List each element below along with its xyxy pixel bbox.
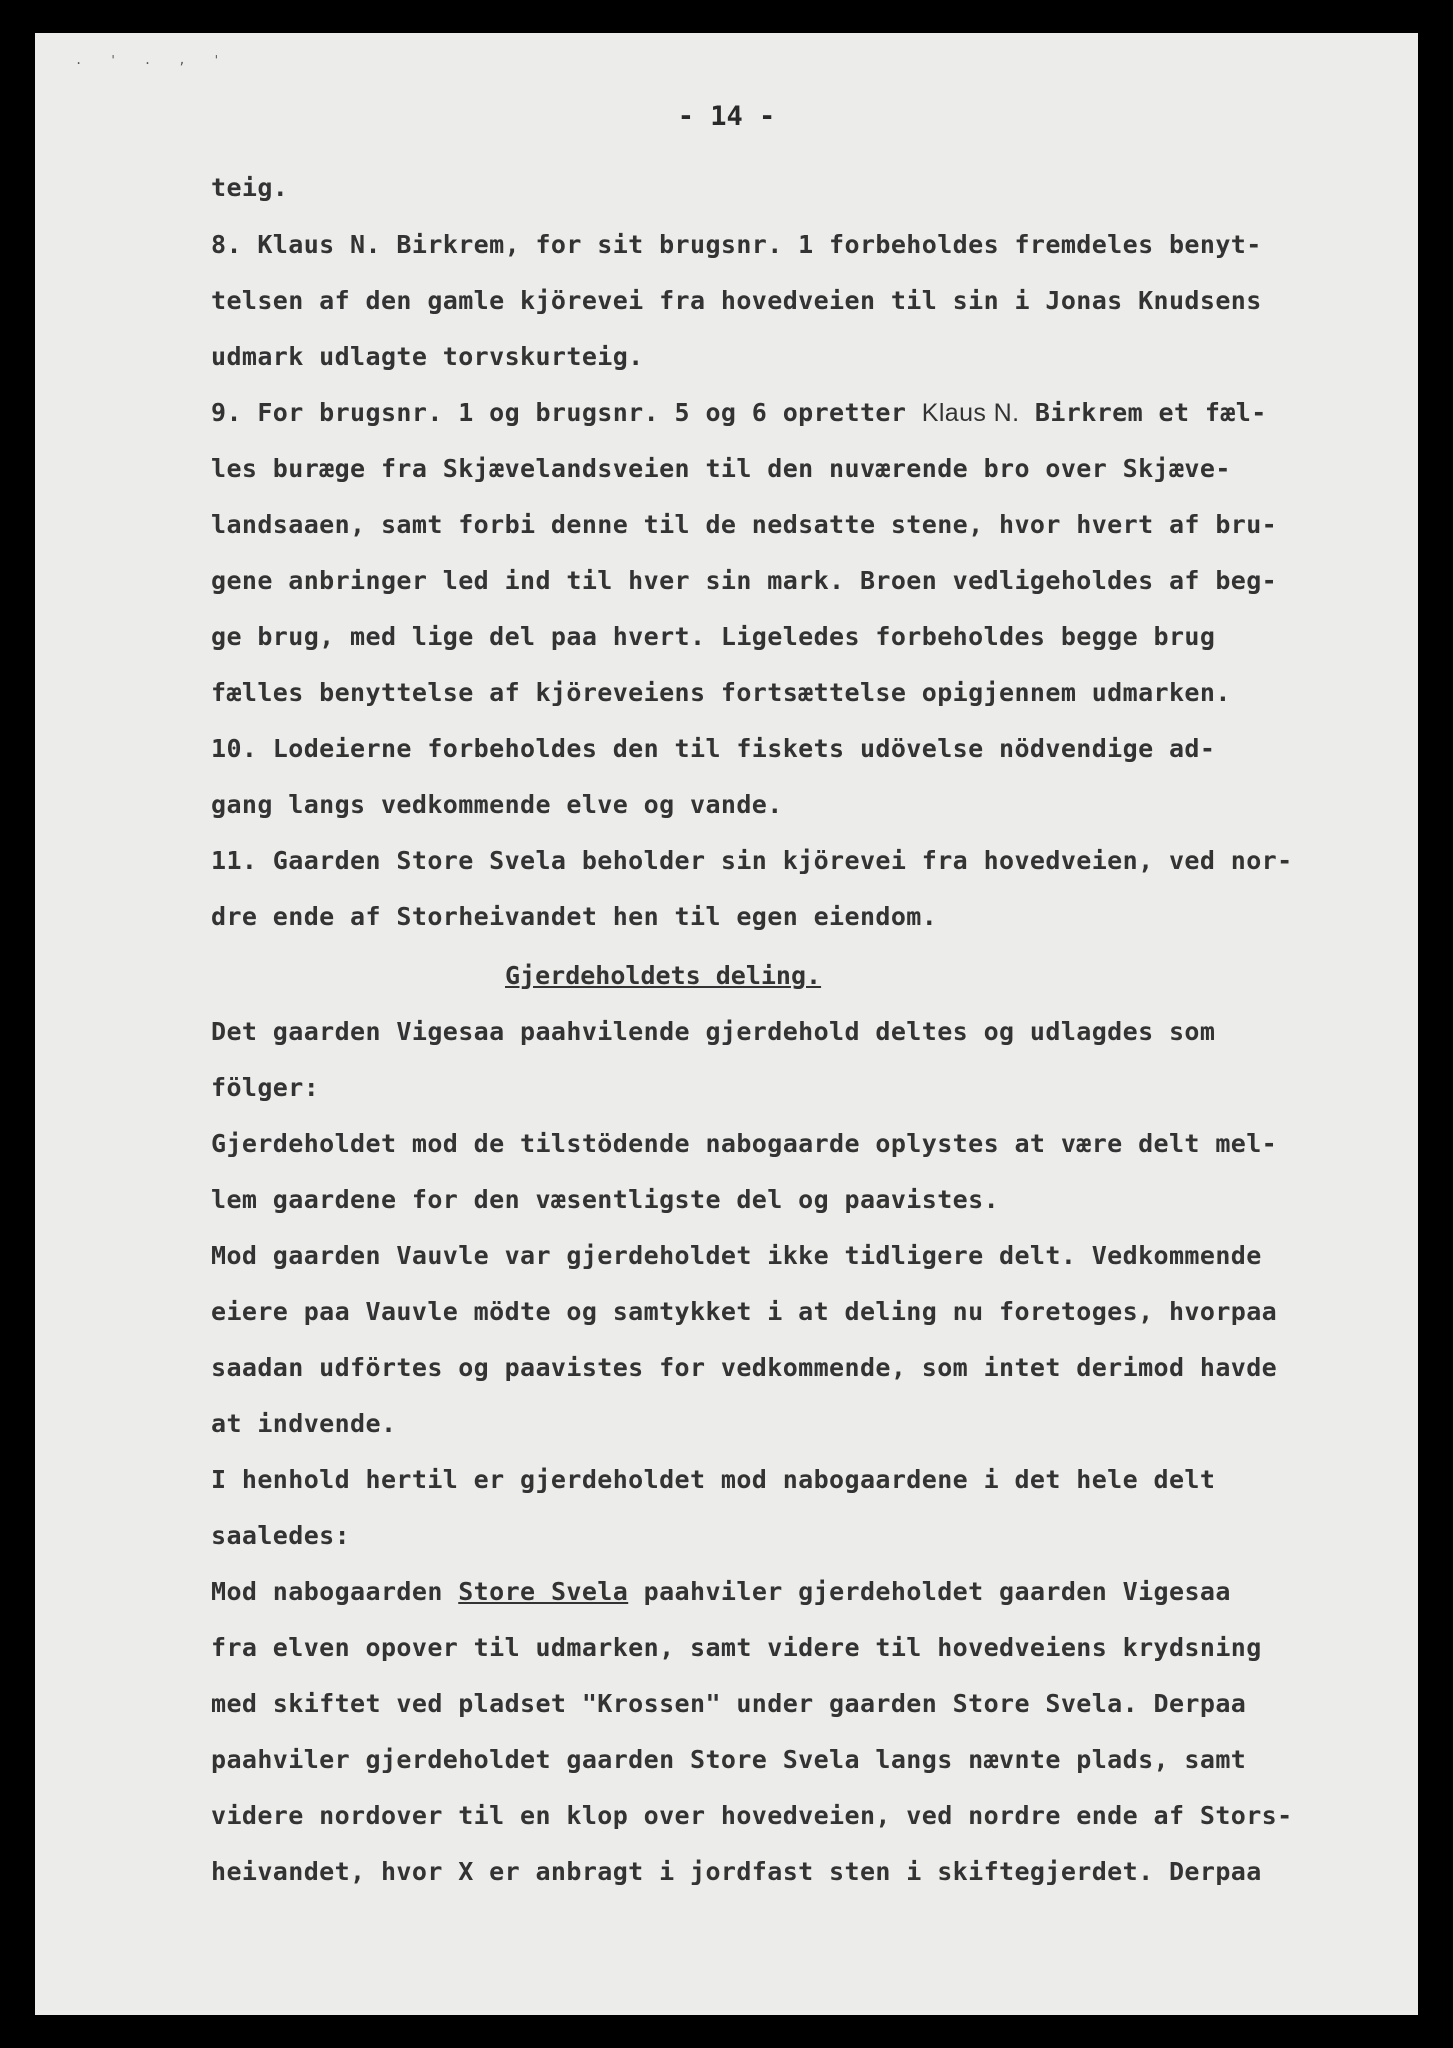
text-line: Gjerdeholdet mod de tilstödende nabogaarde oplystes at være delt mel- [211, 1129, 1278, 1158]
text-line: telsen af den gamle kjörevei fra hovedveien til sin i Jonas Knudsens [211, 286, 1262, 315]
text-line: paahviler gjerdeholdet gaarden Store Svela langs nævnte plads, samt [211, 1745, 1247, 1774]
text-line: udmark udlagte torvskurteig. [211, 342, 644, 371]
section-heading: Gjerdeholdets deling. [505, 961, 822, 990]
text-line: videre nordover til en klop over hovedveien, ved nordre ende af Stors- [211, 1801, 1293, 1830]
text-line: saaledes: [211, 1521, 351, 1550]
text-line: Det gaarden Vigesaa paahvilende gjerdehold deltes og udlagdes som [211, 1017, 1216, 1046]
text-line: ge brug, med lige del paa hvert. Ligeledes forbeholdes begge brug [211, 622, 1216, 651]
text-line: teig. [211, 173, 289, 202]
text-line: gene anbringer led ind til hver sin mark. Broen vedligeholdes af beg- [211, 566, 1278, 595]
text-line: heivandet, hvor X er anbragt i jordfast sten i skiftegjerdet. Derpaa [211, 1857, 1262, 1886]
text-line: 10. Lodeierne forbeholdes den til fiskets udövelse nödvendige ad- [211, 734, 1216, 763]
text-line: les buræge fra Skjævelandsveien til den nuværende bro over Skjæve- [211, 454, 1231, 483]
text-line: I henhold hertil er gjerdeholdet mod nabogaardene i det hele delt [211, 1465, 1216, 1494]
text-line: dre ende af Storheivandet hen til egen eiendom. [211, 902, 938, 931]
text-line: at indvende. [211, 1409, 397, 1438]
text-line: gang langs vedkommende elve og vande. [211, 790, 783, 819]
handwritten-insert: Klaus N. [921, 399, 1020, 427]
text-line: Mod gaarden Vauvle var gjerdeholdet ikke tidligere delt. Vedkommende [211, 1241, 1262, 1270]
text-segment: 9. For brugsnr. 1 og brugsnr. 5 og 6 opretter [211, 398, 907, 427]
text-line: saadan udförtes og paavistes for vedkommende, som intet derimod havde [211, 1353, 1278, 1382]
text-line: eiere paa Vauvle mödte og samtykket i at deling nu foretoges, hvorpaa [211, 1297, 1278, 1326]
text-line-mod [211, 1577, 1231, 1606]
underlined-name: Store Svela [458, 1577, 629, 1606]
paper-specks: . ' . , ' [75, 53, 231, 67]
text-line: fölger: [211, 1073, 320, 1102]
text-segment: Mod nabogaarden [211, 1577, 443, 1606]
text-line: landsaaen, samt forbi denne til de nedsatte stene, hvor hvert af bru- [211, 510, 1278, 539]
document-page [35, 33, 1418, 2015]
text-line: 11. Gaarden Store Svela beholder sin kjörevei fra hovedveien, ved nor- [211, 846, 1293, 875]
text-segment: paahviler gjerdeholdet gaarden Vigesaa [643, 1577, 1231, 1606]
text-line-9 [211, 398, 1267, 428]
text-line: med skiftet ved pladset "Krossen" under gaarden Store Svela. Derpaa [211, 1689, 1247, 1718]
text-line: fra elven opover til udmarken, samt videre til hovedveiens krydsning [211, 1633, 1262, 1662]
text-segment: Birkrem et fæl- [1034, 398, 1267, 427]
page-number: - 14 - [677, 101, 776, 132]
text-line: fælles benyttelse af kjöreveiens fortsættelse opigjennem udmarken. [211, 678, 1231, 707]
text-line: lem gaardene for den væsentligste del og paavistes. [211, 1185, 1000, 1214]
text-line: 8. Klaus N. Birkrem, for sit brugsnr. 1 forbeholdes fremdeles benyt- [211, 230, 1262, 259]
